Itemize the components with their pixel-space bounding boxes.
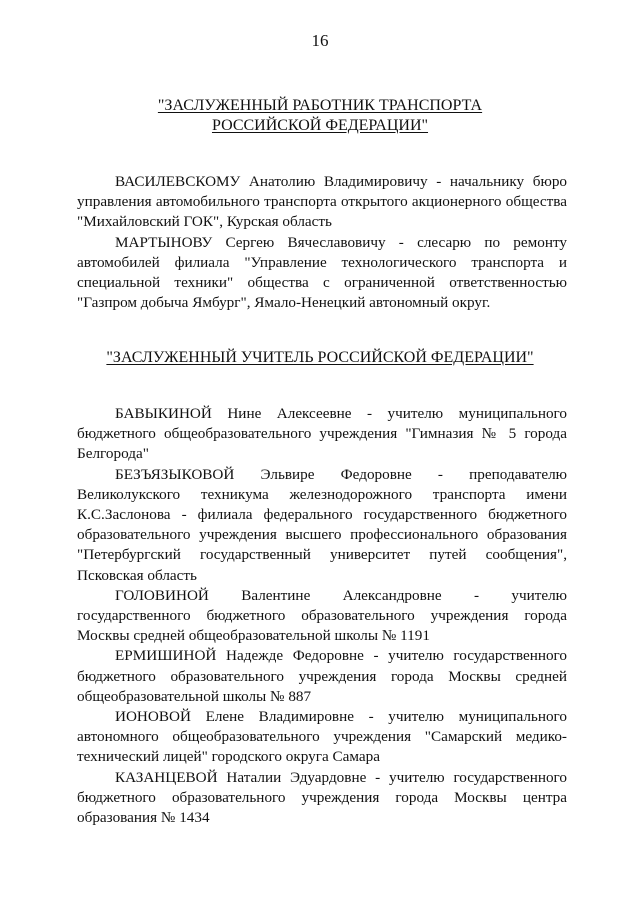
award-entry — [77, 404, 567, 465]
award-entry — [77, 586, 567, 647]
awardee-details: Валентине Александровне - учителю государственного бюджетного образовательного учреждения города Москвы средней общеобразовательной школы № 1191 — [77, 586, 568, 645]
section-title-line-2: РОССИЙСКОЙ ФЕДЕРАЦИИ" — [211, 117, 429, 134]
section-entries-transport-worker — [77, 172, 567, 313]
awardee-details: Надежде Федоровне - учителю государственного бюджетного образовательного учреждения города Москвы средней общеобразовательной школы № 887 — [77, 647, 567, 705]
awardee-surname: ГОЛОВИНОЙ — [115, 586, 209, 604]
award-entry — [77, 768, 567, 829]
award-entry — [77, 646, 567, 707]
award-entry — [77, 707, 567, 768]
award-entry — [77, 465, 567, 586]
awardee-details: Эльвире Федоровне - преподавателю Великолукского техникума железнодорожного транспорта имени К.С.Заслонова - филиала федерального государственного бюджетного образовательного учреждения высшего профессионального образования "Петербургский государственный университет путей сообщения", Псковская область — [77, 465, 567, 584]
awardee-surname: БАВЫКИНОЙ — [115, 405, 212, 422]
awardee-surname: МАРТЫНОВУ — [115, 233, 213, 251]
section-title-teacher — [40, 348, 600, 368]
awardee-details: Елене Владимировне - учителю муниципального автономного общеобразовательного учреждения "Самарский медико-технический лицей" городского округа Самара — [77, 708, 567, 766]
award-entry — [77, 172, 567, 233]
award-entry — [77, 233, 567, 314]
section-title-line-1: "ЗАСЛУЖЕННЫЙ РАБОТНИК ТРАНСПОРТА — [157, 97, 483, 114]
awardee-surname: КАЗАНЦЕВОЙ — [115, 768, 218, 786]
awardee-surname: ИОНОВОЙ — [115, 708, 191, 726]
section-title-line-1: "ЗАСЛУЖЕННЫЙ УЧИТЕЛЬ РОССИЙСКОЙ ФЕДЕРАЦИИ" — [106, 349, 534, 366]
awardee-details: Сергею Вячеславовичу - слесарю по ремонту автомобилей филиала "Управление технологического транспорта и специальной техники" общества с ограниченной ответственностью "Газпром добыча Ямбург", Ямало-Ненецкий автономный округ. — [77, 233, 568, 312]
awardee-details: Анатолию Владимировичу - начальнику бюро управления автомобильного транспорта открытого акционерного общества "Михайловский ГОК", Курская область — [77, 173, 568, 231]
page-number: 16 — [311, 31, 329, 50]
awardee-surname: БЕЗЪЯЗЫКОВОЙ — [115, 465, 235, 483]
section-title-transport-worker — [40, 96, 600, 136]
section-entries-teacher — [77, 404, 567, 828]
awardee-surname: ЕРМИШИНОЙ — [115, 647, 217, 665]
awardee-details: Наталии Эдуардовне - учителю государственного бюджетного образовательного учреждения города Москвы центра образования № 1434 — [77, 768, 568, 827]
awardee-surname: ВАСИЛЕВСКОМУ — [115, 173, 241, 190]
awardee-details: Нине Алексеевне - учителю муниципального бюджетного общеобразовательного учреждения "Гимназия № 5 города Белгорода" — [77, 405, 568, 463]
